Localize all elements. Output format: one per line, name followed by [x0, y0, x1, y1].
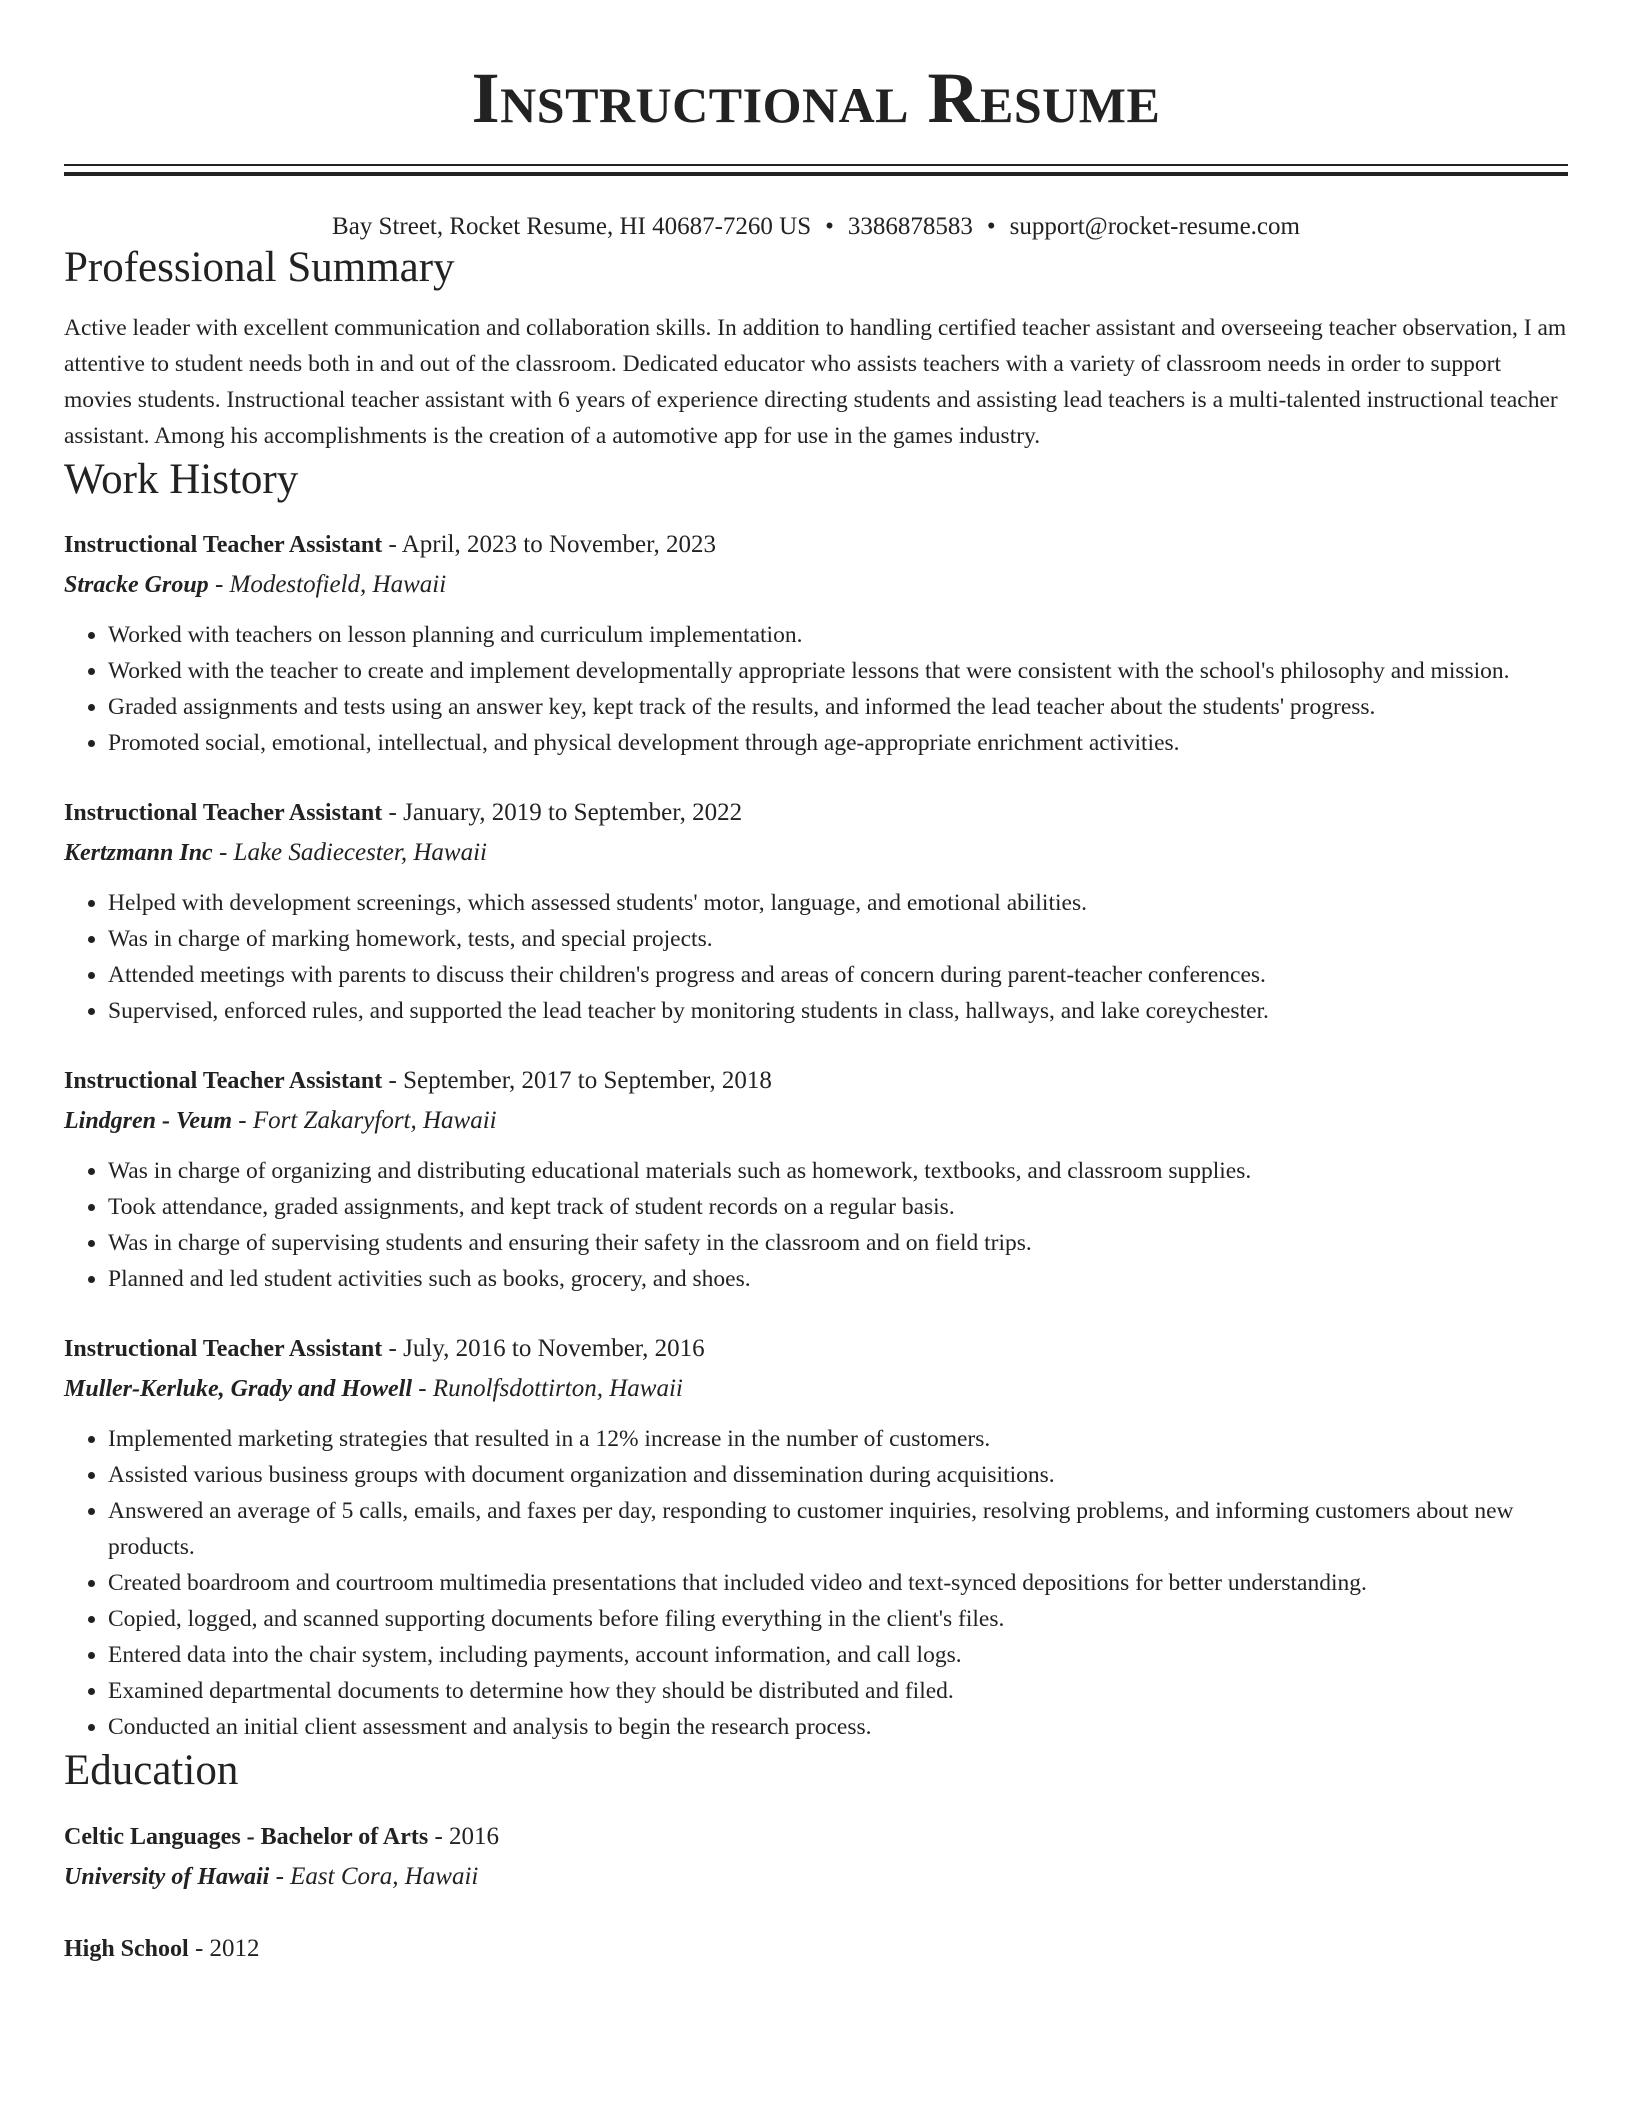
education-location: - East Cora, Hawaii	[269, 1862, 479, 1890]
education-heading: Education	[64, 1747, 239, 1795]
job-role: Instructional Teacher Assistant	[64, 1336, 383, 1363]
list-item: • Worked with teachers on lesson planning and curriculum implementation.	[108, 617, 1568, 653]
job-company: Stracke Group	[64, 572, 209, 599]
education-school: University of Hawaii	[64, 1863, 270, 1890]
job-title-line	[64, 1329, 1568, 1369]
list-item: • Copied, logged, and scanned supporting documents before filing everything in the client's files.	[108, 1601, 1568, 1637]
job-bullets	[64, 617, 1568, 761]
job-role: Instructional Teacher Assistant	[64, 1068, 383, 1095]
summary-heading: Professional Summary	[64, 244, 455, 291]
education-school-line	[64, 1857, 1568, 1897]
contact-email: support@rocket-resume.com	[1009, 213, 1300, 240]
education-degree: High School	[64, 1935, 189, 1962]
job-company-line	[64, 833, 1568, 873]
job-company: Muller-Kerluke, Grady and Howell	[64, 1376, 413, 1403]
job-dates: - January, 2019 to September, 2022	[382, 799, 743, 827]
list-item: • Was in charge of supervising students and ensuring their safety in the classroom and on field trips.	[108, 1225, 1568, 1261]
job-entry	[64, 1329, 1568, 1745]
education-year: - 2012	[188, 1934, 260, 1962]
contact-address: Bay Street, Rocket Resume, HI 40687-7260 US	[332, 213, 812, 240]
education-degree: Celtic Languages - Bachelor of Arts	[64, 1823, 429, 1850]
education-year: - 2016	[428, 1822, 500, 1850]
summary-text: Active leader with excellent communication and collaboration skills. In addition to handling certified teacher assistant and overseeing teacher observation, I am attentive to student needs both in and out of the classroom. Dedicated educator who assists teachers with a variety of classroom needs in order to support movies students. Instructional teacher assistant with 6 years of experience directing students and assisting lead teachers is a multi-talented instructional teacher assistant. Among his accomplishments is the creation of a automotive app for use in the games industry.	[64, 314, 1567, 449]
list-item: • Took attendance, graded assignments, and kept track of student records on a regular basis.	[108, 1189, 1568, 1225]
list-item: • Implemented marketing strategies that resulted in a 12% increase in the number of customers.	[108, 1421, 1568, 1457]
list-item: • Was in charge of organizing and distributing educational materials such as homework, textbooks, and classroom supplies.	[108, 1153, 1568, 1189]
job-dates: - July, 2016 to November, 2016	[382, 1335, 705, 1363]
job-dates: - September, 2017 to September, 2018	[382, 1067, 772, 1095]
job-location: - Runolfsdottirton, Hawaii	[412, 1375, 683, 1403]
list-item: • Entered data into the chair system, including payments, account information, and call logs.	[108, 1637, 1568, 1673]
job-company: Kertzmann Inc	[64, 840, 213, 867]
list-item: • Planned and led student activities such as books, grocery, and shoes.	[108, 1261, 1568, 1297]
education-entry	[64, 1929, 1568, 1969]
contact-phone: 3386878583	[847, 213, 973, 240]
list-item: • Worked with the teacher to create and implement developmentally appropriate lessons that were consistent with the school's philosophy and mission.	[108, 653, 1568, 689]
job-entry	[64, 793, 1568, 1029]
job-company-line	[64, 1369, 1568, 1409]
list-item: • Helped with development screenings, which assessed students' motor, language, and emotional abilities.	[108, 885, 1568, 921]
job-role: Instructional Teacher Assistant	[64, 800, 383, 827]
list-item: • Answered an average of 5 calls, emails, and faxes per day, responding to customer inquiries, resolving problems, and informing customers about new products.	[108, 1493, 1568, 1565]
list-item: • Promoted social, emotional, intellectual, and physical development through age-appropriate enrichment activities.	[108, 725, 1568, 761]
list-item: • Conducted an initial client assessment and analysis to begin the research process.	[108, 1709, 1568, 1745]
job-bullets	[64, 885, 1568, 1029]
work-history-heading: Work History	[64, 455, 299, 503]
contact-separator: •	[986, 213, 996, 240]
job-dates: - April, 2023 to November, 2023	[382, 531, 716, 559]
job-location: - Lake Sadiecester, Hawaii	[212, 839, 487, 867]
title-double-rule	[64, 164, 1568, 176]
resume-title: Instructional Resume	[471, 58, 1161, 138]
education-entry	[64, 1817, 1568, 1897]
job-role: Instructional Teacher Assistant	[64, 532, 383, 559]
job-title-line	[64, 793, 1568, 833]
list-item: • Examined departmental documents to determine how they should be distributed and filed.	[108, 1673, 1568, 1709]
contact-separator: •	[825, 213, 834, 240]
list-item: • Graded assignments and tests using an answer key, kept track of the results, and informed the lead teacher about the students' progress.	[108, 689, 1568, 725]
education-degree-line	[64, 1929, 1568, 1969]
education-degree-line	[64, 1817, 1568, 1857]
list-item: • Supervised, enforced rules, and supported the lead teacher by monitoring students in class, hallways, and lake coreychester.	[108, 993, 1568, 1029]
job-company: Lindgren - Veum	[64, 1108, 233, 1135]
list-item: • Attended meetings with parents to discuss their children's progress and areas of concern during parent-teacher conferences.	[108, 957, 1568, 993]
list-item: • Was in charge of marking homework, tests, and special projects.	[108, 921, 1568, 957]
job-title-line	[64, 525, 1568, 565]
list-item: • Created boardroom and courtroom multimedia presentations that included video and text-synced depositions for better understanding.	[108, 1565, 1568, 1601]
job-bullets	[64, 1421, 1568, 1745]
job-bullets	[64, 1153, 1568, 1297]
job-entry	[64, 1061, 1568, 1297]
job-company-line	[64, 1101, 1568, 1141]
job-title-line	[64, 1061, 1568, 1101]
job-company-line	[64, 565, 1568, 605]
job-entry	[64, 525, 1568, 761]
job-location: - Modestofield, Hawaii	[208, 571, 447, 599]
job-location: - Fort Zakaryfort, Hawaii	[232, 1107, 497, 1135]
contact-line	[64, 212, 1568, 242]
list-item: • Assisted various business groups with document organization and dissemination during acquisitions.	[108, 1457, 1568, 1493]
